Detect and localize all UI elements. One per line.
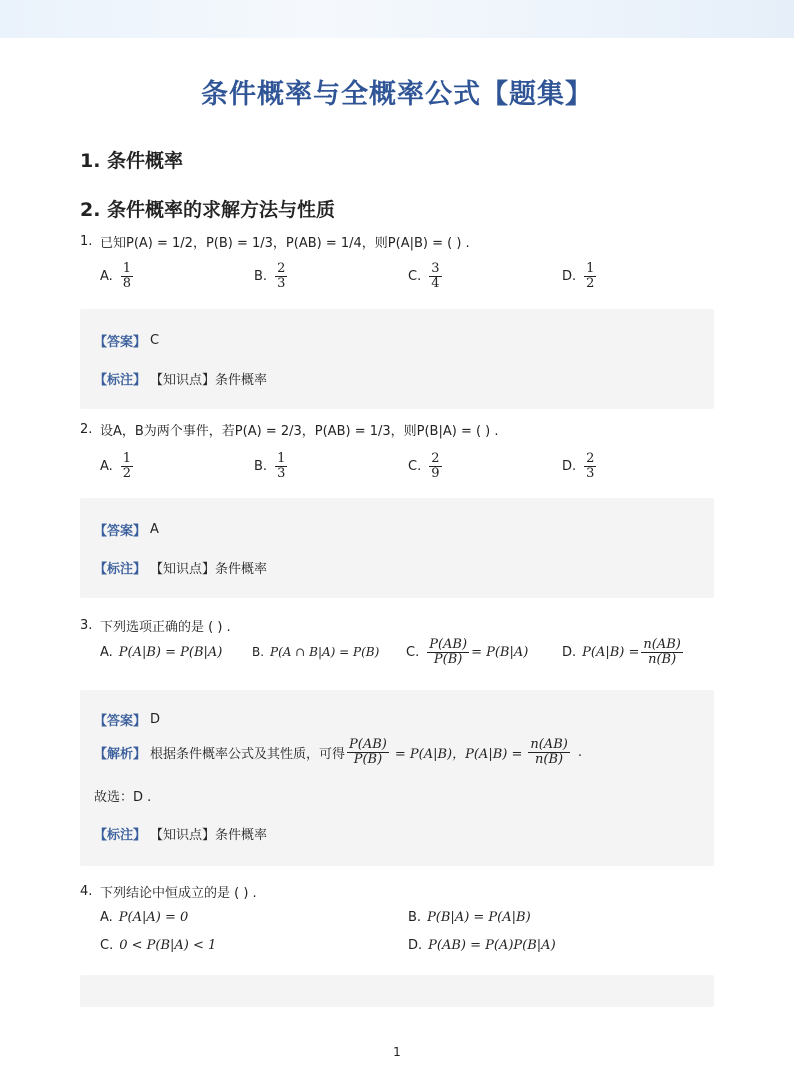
option-a[interactable]: A. P(A|A) = 0 — [100, 910, 189, 925]
note-row: 【标注】 【知识点】条件概率 — [94, 828, 268, 843]
options-q4-row1 — [100, 910, 531, 925]
option-a[interactable]: A. $\frac{1}{8}$ — [100, 261, 132, 291]
option-b[interactable]: B. P(B|A) = P(A|B) — [408, 910, 531, 925]
question-number: 2. — [80, 422, 93, 437]
question-text: 已知P(A) = 1/2，P(B) = 1/3，P(AB) = 1/4，则P(A|B) = ( ) . — [100, 236, 470, 251]
options-q4-row2 — [100, 938, 556, 953]
answer-row: 【答案】 C — [94, 333, 160, 350]
answer-value: D — [150, 712, 161, 727]
question-text: 下列选项正确的是 ( ) . — [100, 620, 231, 635]
option-b[interactable]: B. $\frac{1}{3}$ — [254, 451, 286, 481]
option-a[interactable]: A. $\frac{1}{2}$ — [100, 451, 132, 481]
note-row: 【标注】 【知识点】条件概率 — [94, 562, 268, 577]
question-3 — [80, 616, 720, 635]
question-number: 3. — [80, 618, 93, 633]
choose-row: 故选：D . — [94, 790, 152, 805]
option-d[interactable]: D. P(AB) = P(A)P(B|A) — [408, 938, 556, 953]
question-number: 1. — [80, 234, 93, 249]
option-d[interactable]: D. $\frac{2}{3}$ — [562, 451, 595, 481]
page-title: 条件概率与全概率公式【题集】 — [201, 79, 593, 110]
question-text: 下列结论中恒成立的是 ( ) . — [100, 886, 257, 901]
note-row: 【标注】 【知识点】条件概率 — [94, 373, 268, 388]
answer-value: C — [150, 333, 160, 348]
option-c[interactable]: C. $\frac{P(AB)}{P(B)}$ = P(B|A) — [406, 637, 529, 667]
question-2 — [80, 420, 720, 439]
option-c[interactable]: C. 0 < P(B|A) < 1 — [100, 938, 217, 953]
options-q2 — [100, 452, 598, 480]
question-1 — [80, 232, 720, 251]
answer-row: 【答案】 D — [94, 712, 161, 729]
section-heading-2: 2. 条件概率的求解方法与性质 — [80, 199, 336, 221]
answer-box-q3 — [80, 690, 714, 866]
answer-row: 【答案】 A — [94, 522, 159, 539]
option-a[interactable]: A. P(A|B) = P(B|A) — [100, 644, 223, 660]
option-d[interactable]: D. P(A|B) = $\frac{n(AB)}{n(B)}$ — [562, 637, 681, 667]
options-q3 — [100, 638, 685, 666]
option-b[interactable]: B. P(A ∩ B|A) = P(B) — [252, 645, 380, 660]
answer-box-q4 — [80, 975, 714, 1007]
question-4 — [80, 882, 720, 901]
page-number: 1 — [393, 1045, 401, 1059]
answer-box-q2 — [80, 498, 714, 598]
answer-value: A — [150, 522, 159, 537]
question-number: 4. — [80, 884, 93, 899]
answer-box-q1 — [80, 309, 714, 409]
question-text: 设A，B为两个事件，若P(A) = 2/3，P(AB) = 1/3，则P(B|A) = ( ) . — [100, 424, 499, 439]
analysis-row: 【解析】 根据条件概率公式及其性质，可得 $\frac{P(AB)}{P(B)}$ = P(A|B)，P(A|B) = $\frac{n(AB)}{n(B)}$ . — [94, 737, 582, 767]
option-b[interactable]: B. $\frac{2}{3}$ — [254, 261, 286, 291]
options-q1 — [100, 262, 598, 290]
section-heading-1: 1. 条件概率 — [80, 150, 184, 172]
option-c[interactable]: C. $\frac{3}{4}$ — [408, 261, 440, 291]
header-band — [0, 0, 794, 38]
option-c[interactable]: C. $\frac{2}{9}$ — [408, 451, 440, 481]
option-d[interactable]: D. $\frac{1}{2}$ — [562, 261, 595, 291]
